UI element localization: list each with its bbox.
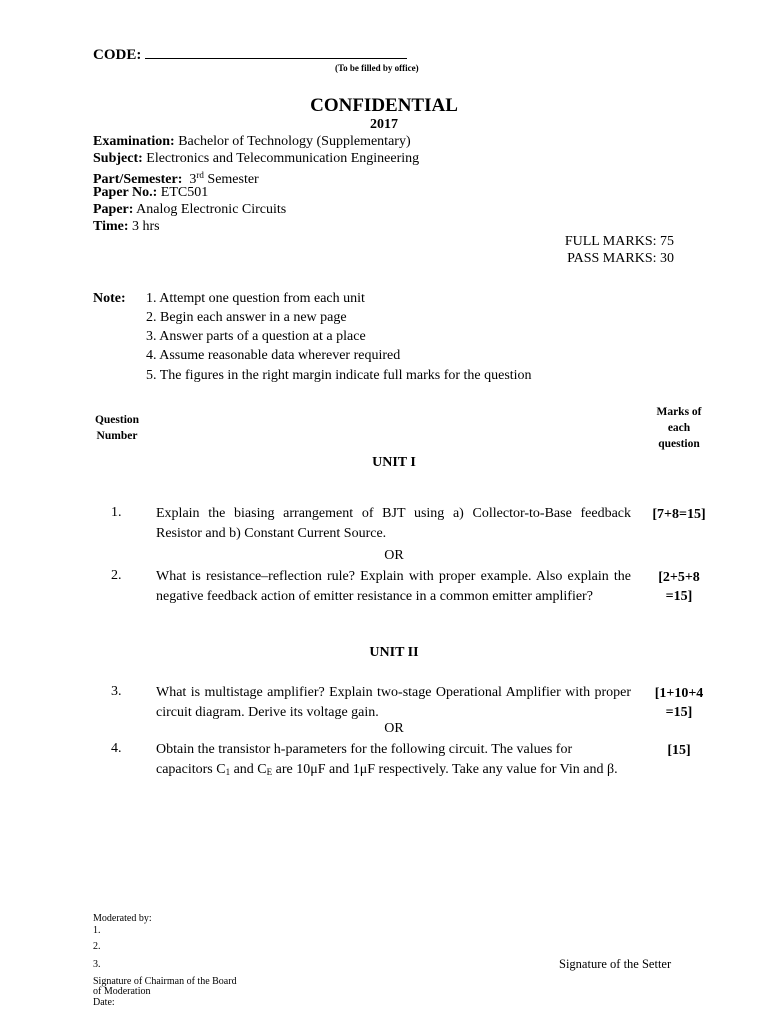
question-marks: [15] [667,743,691,758]
note-item: 2. Begin each answer in a new page [146,310,347,325]
time-line: Time: 3 hrs [93,219,160,234]
examination-line: Examination: Bachelor of Technology (Supplementary) [93,134,411,149]
page-title: CONFIDENTIAL [310,95,458,116]
chairman-signature-label-cont: of Moderation [93,986,151,997]
question-number: 4. [111,741,122,756]
unit-title: UNIT I [372,455,416,470]
question-text: What is multistage amplifier? Explain two-stage Operational Amplifier with proper circuit diagram. Derive its voltage gain. [156,685,631,720]
note-item: 5. The figures in the right margin indicate full marks for the question [146,368,532,383]
exam-year: 2017 [370,117,398,132]
moderator-line: 3. [93,959,101,970]
moderated-by-label: Moderated by: [93,913,152,924]
note-label: Note: [93,291,126,306]
question-number-header: Question Number [94,414,140,442]
moderator-line: 2. [93,941,101,952]
note-item: 4. Assume reasonable data wherever required [146,348,401,363]
subject-line: Subject: Electronics and Telecommunication Engineering [93,151,420,166]
pass-marks: PASS MARKS: 30 [567,251,674,266]
office-note: (To be filled by office) [335,63,419,73]
question-text: What is resistance–reflection rule? Explain with proper example. Also explain the negative feedback action of emitter resistance in a common emitter amplifier? [156,569,631,604]
question-text: Obtain the transistor h-parameters for the following circuit. The values for capacitors $C_1$ and $C_E$ are 10μF and 1μF respectively. Take any value for Vin and β. [156,742,618,777]
paper-line: Paper: Analog Electronic Circuits [93,202,287,217]
paper-no-line: Paper No.: ETC501 [93,185,209,200]
setter-signature-label: Signature of the Setter [559,957,672,971]
code-field [93,44,407,64]
chairman-signature-label: Signature of Chairman of the Board [93,976,237,987]
code-label: CODE: [93,47,142,63]
note-item: 1. Attempt one question from each unit [146,291,365,306]
question-text: Explain the biasing arrangement of BJT using a) Collector-to-Base feedback Resistor and b) Constant Current Source. [156,506,631,541]
question-marks: [1+10+4 =15] [654,686,704,720]
full-marks: FULL MARKS: 75 [564,234,674,249]
code-blank-line [145,44,407,59]
question-number: 2. [111,568,122,583]
question-number: 1. [111,505,122,520]
unit-title: UNIT II [369,645,419,660]
or-separator: OR [384,548,404,563]
marks-header: Marks of each question [656,406,702,450]
semester-line: Part/Semester: 3rd Semester [93,170,259,187]
question-marks: [2+5+8 =15] [658,570,700,604]
or-separator: OR [384,721,404,736]
question-marks: [7+8=15] [652,507,706,522]
date-label: Date: [93,997,115,1008]
moderator-line: 1. [93,925,101,936]
question-number: 3. [111,684,122,699]
note-item: 3. Answer parts of a question at a place [146,329,366,344]
